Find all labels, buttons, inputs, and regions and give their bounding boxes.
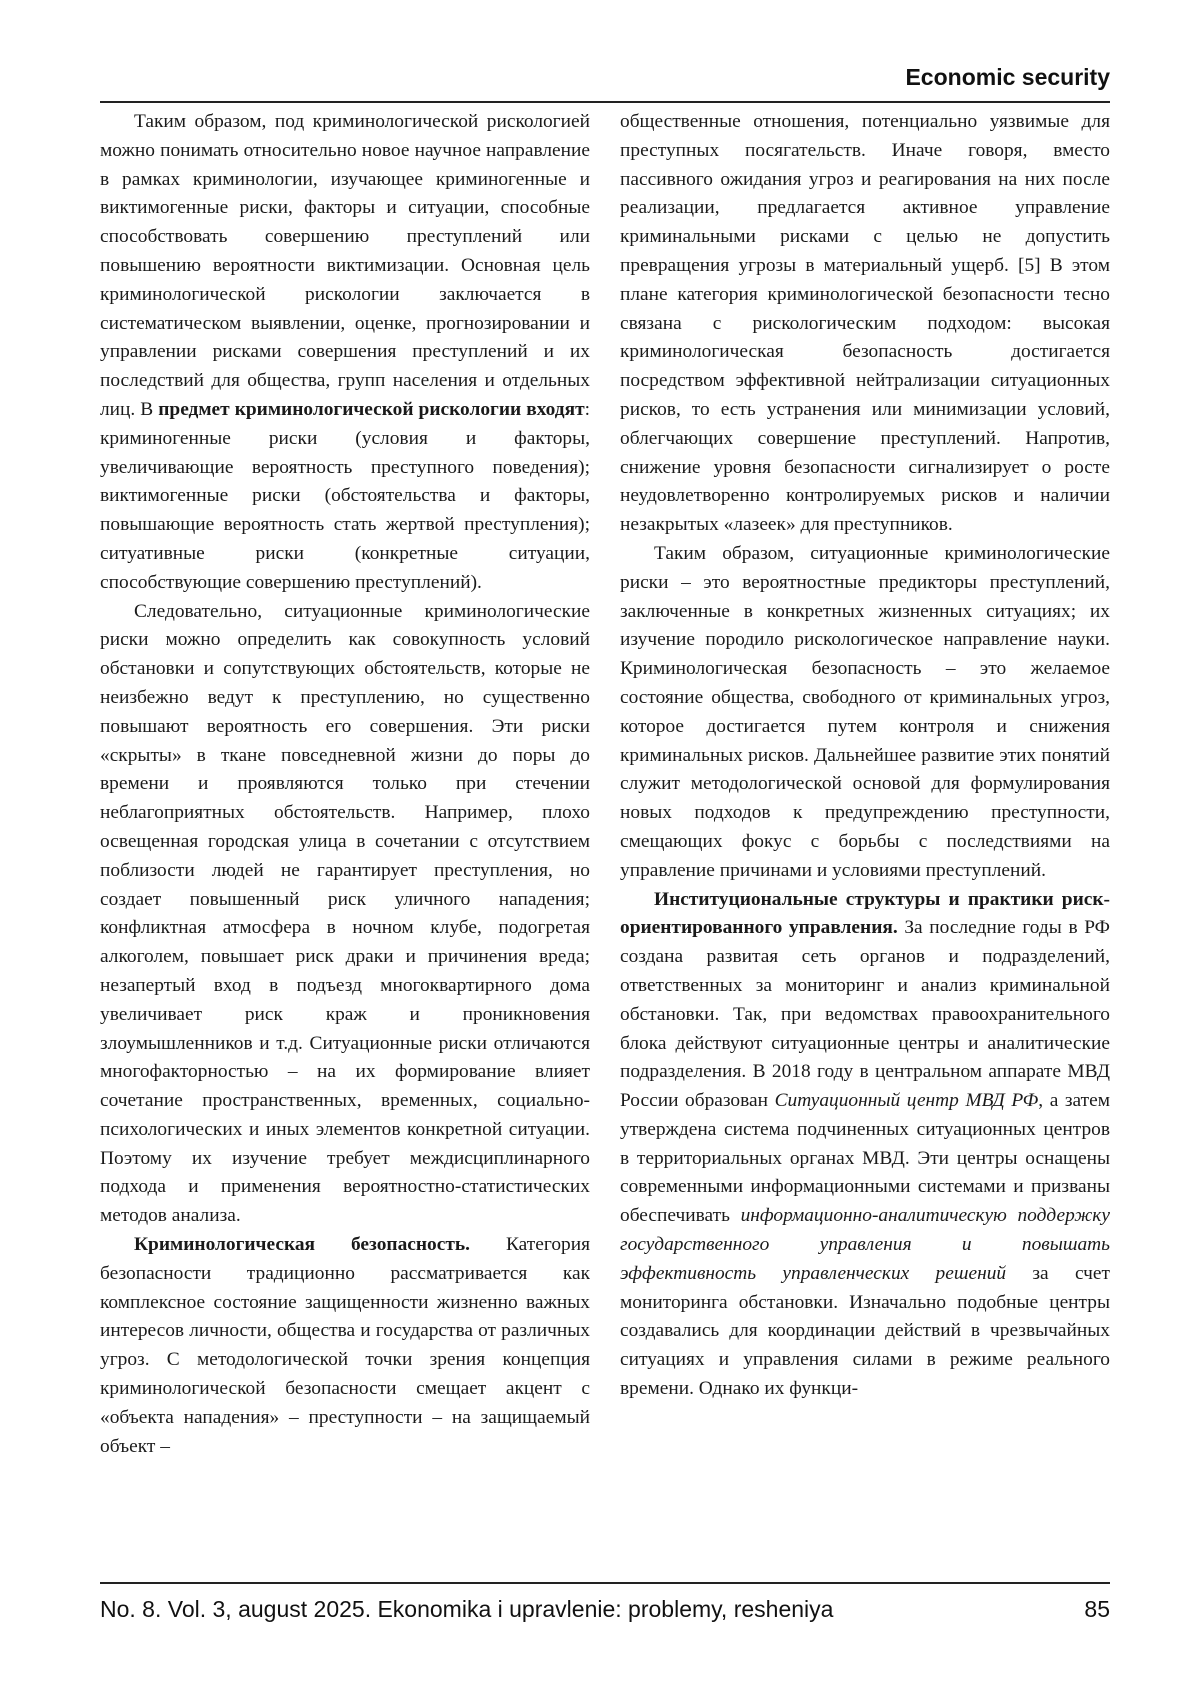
paragraph-text: , а затем утверждена система подчиненных ситуационных центров в территориальных органах МВД. Эти центры оснащены современными информационными системами и призваны обеспечивать [620,1090,1110,1227]
paragraph-continuation: общественные отношения, потенциально уязвимые для преступных посягательств. Иначе говоря, вместо пассивного ожидания угроз и реагирования на них после реализации, предлагается активное управление криминальными рисками с целью не допустить превращения угрозы в материальный ущерб. [5] В этом плане категория криминологической безопасности тесно связана с рискологическим подходом: высокая криминологическая безопасность достигается посредством эффективной нейтрализации ситуационных рисков, то есть устранения или минимизации условий, облегчающих совершение преступлений. Напротив, снижение уровня безопасности сигнализирует о росте неудовлетворенно контролируемых рисков и наличии незакрытых «лазеек» для преступников. [620,111,1110,536]
page-number: 85 [1084,1596,1110,1622]
right-column [620,108,1110,1573]
paragraph-summary: Таким образом, ситуационные криминологические риски – это вероятностные предикторы преступлений, заключенные в конкретных жизненных ситуациях; их изучение породило рискологическое направление науки. Криминологическая безопасность – это желаемое состояние общества, свободного от криминальных угроз, которое достигается путем контроля и снижения криминальных рисков. Дальнейшее развитие этих понятий служит методологической основой для формулирования новых подходов к предупреждению преступности, смещающих фокус с борьбы с последствиями на управление причинами и условиями преступлений. [620,542,1110,881]
italic-term: Ситуационный центр МВД РФ [774,1090,1039,1112]
footer-rule [100,1582,1110,1584]
paragraph-situational-risks: Следовательно, ситуационные криминологические риски можно определить как совокупность условий обстановки и сопутствующих обстоятельств, которые не неизбежно ведут к преступлению, но существенно повышают вероятность его совершения. Эти риски «скрыты» в ткане повседневной жизни до поры до времени и проявляются только при стечении неблагоприятных обстоятельств. Например, плохо освещенная городская улица в сочетании с отсутствием поблизости людей не гарантирует преступления, но создает повышенный риск уличного нападения; конфликтная атмосфера в ночном клубе, подогретая алкоголем, повышает риск драки и причинения вреда; незапертый вход в подъезд многоквартирного дома увеличивает риск краж и проникновения злоумышленников и т.д. Ситуационные риски отличаются многофакторностью – на их формирование влияет сочетание пространственных, временных, социально-психологических и иных элементов конкретной ситуации. Поэтому их изучение требует междисциплинарного подхода и применения вероятностно-статистических методов анализа. [100,600,590,1227]
paragraph-text: За последние годы в РФ создана развитая сеть органов и подразделений, ответственных за мониторинг и анализ криминальной обстановки. Так, при ведомствах правоохранительного блока действуют ситуационные центры и аналитические подразделения. В 2018 году в центральном аппарате МВД России образован [620,917,1110,1112]
running-header: Economic security [905,64,1110,90]
left-column [100,108,590,1573]
journal-citation: No. 8. Vol. 3, august 2025. Ekonomika i upravlenie: problemy, resheniya [100,1596,834,1622]
paragraph-security [100,1231,590,1461]
paragraph-text: Категория безопасности традиционно рассматривается как комплексное состояние защищенности жизненно важных интересов личности, общества и государства от различных угроз. С методологической точки зрения концепция криминологической безопасности смещает акцент с «объекта нападения» – преступности – на защищаемый объект – [100,1234,590,1457]
section-heading: Криминологическая безопасность. [134,1234,470,1256]
paragraph-institutions [620,886,1110,1404]
header-rule [100,101,1110,103]
italic-term: информационно-аналитическую поддержку государственного управления и повышать эффективность управленческих решений [620,1205,1110,1284]
bold-term: предмет криминологической рискологии входят [158,398,585,420]
section-heading: Институциональные структуры и практики риск-ориентированного управления. [620,888,1110,939]
paragraph-rискология [100,108,590,598]
paragraph-text: Таким образом, под криминологической рискологией можно понимать относительно новое научное направление в рамках криминологии, изучающее криминогенные и виктимогенные риски, факторы и ситуации, способные способствовать совершению преступлений или повышению вероятности виктимизации. Основная цель криминологической рискологии заключается в систематическом выявлении, оценке, прогнозировании и управлении рисками совершения преступлений и их последствий для общества, групп населения и отдельных лиц. В [100,111,590,420]
paragraph-text: за счет мониторинга обстановки. Изначально подобные центры создавались для координации действий в чрезвычайных ситуациях и управления силами в режиме реального времени. Однако их функци- [620,1262,1110,1400]
paragraph-text: : криминогенные риски (условия и факторы, увеличивающие вероятность преступного поведения); виктимогенные риски (обстоятельства и факторы, повышающие вероятность стать жертвой преступления); ситуативные риски (конкретные ситуации, способствующие совершению преступлений). [100,398,590,593]
